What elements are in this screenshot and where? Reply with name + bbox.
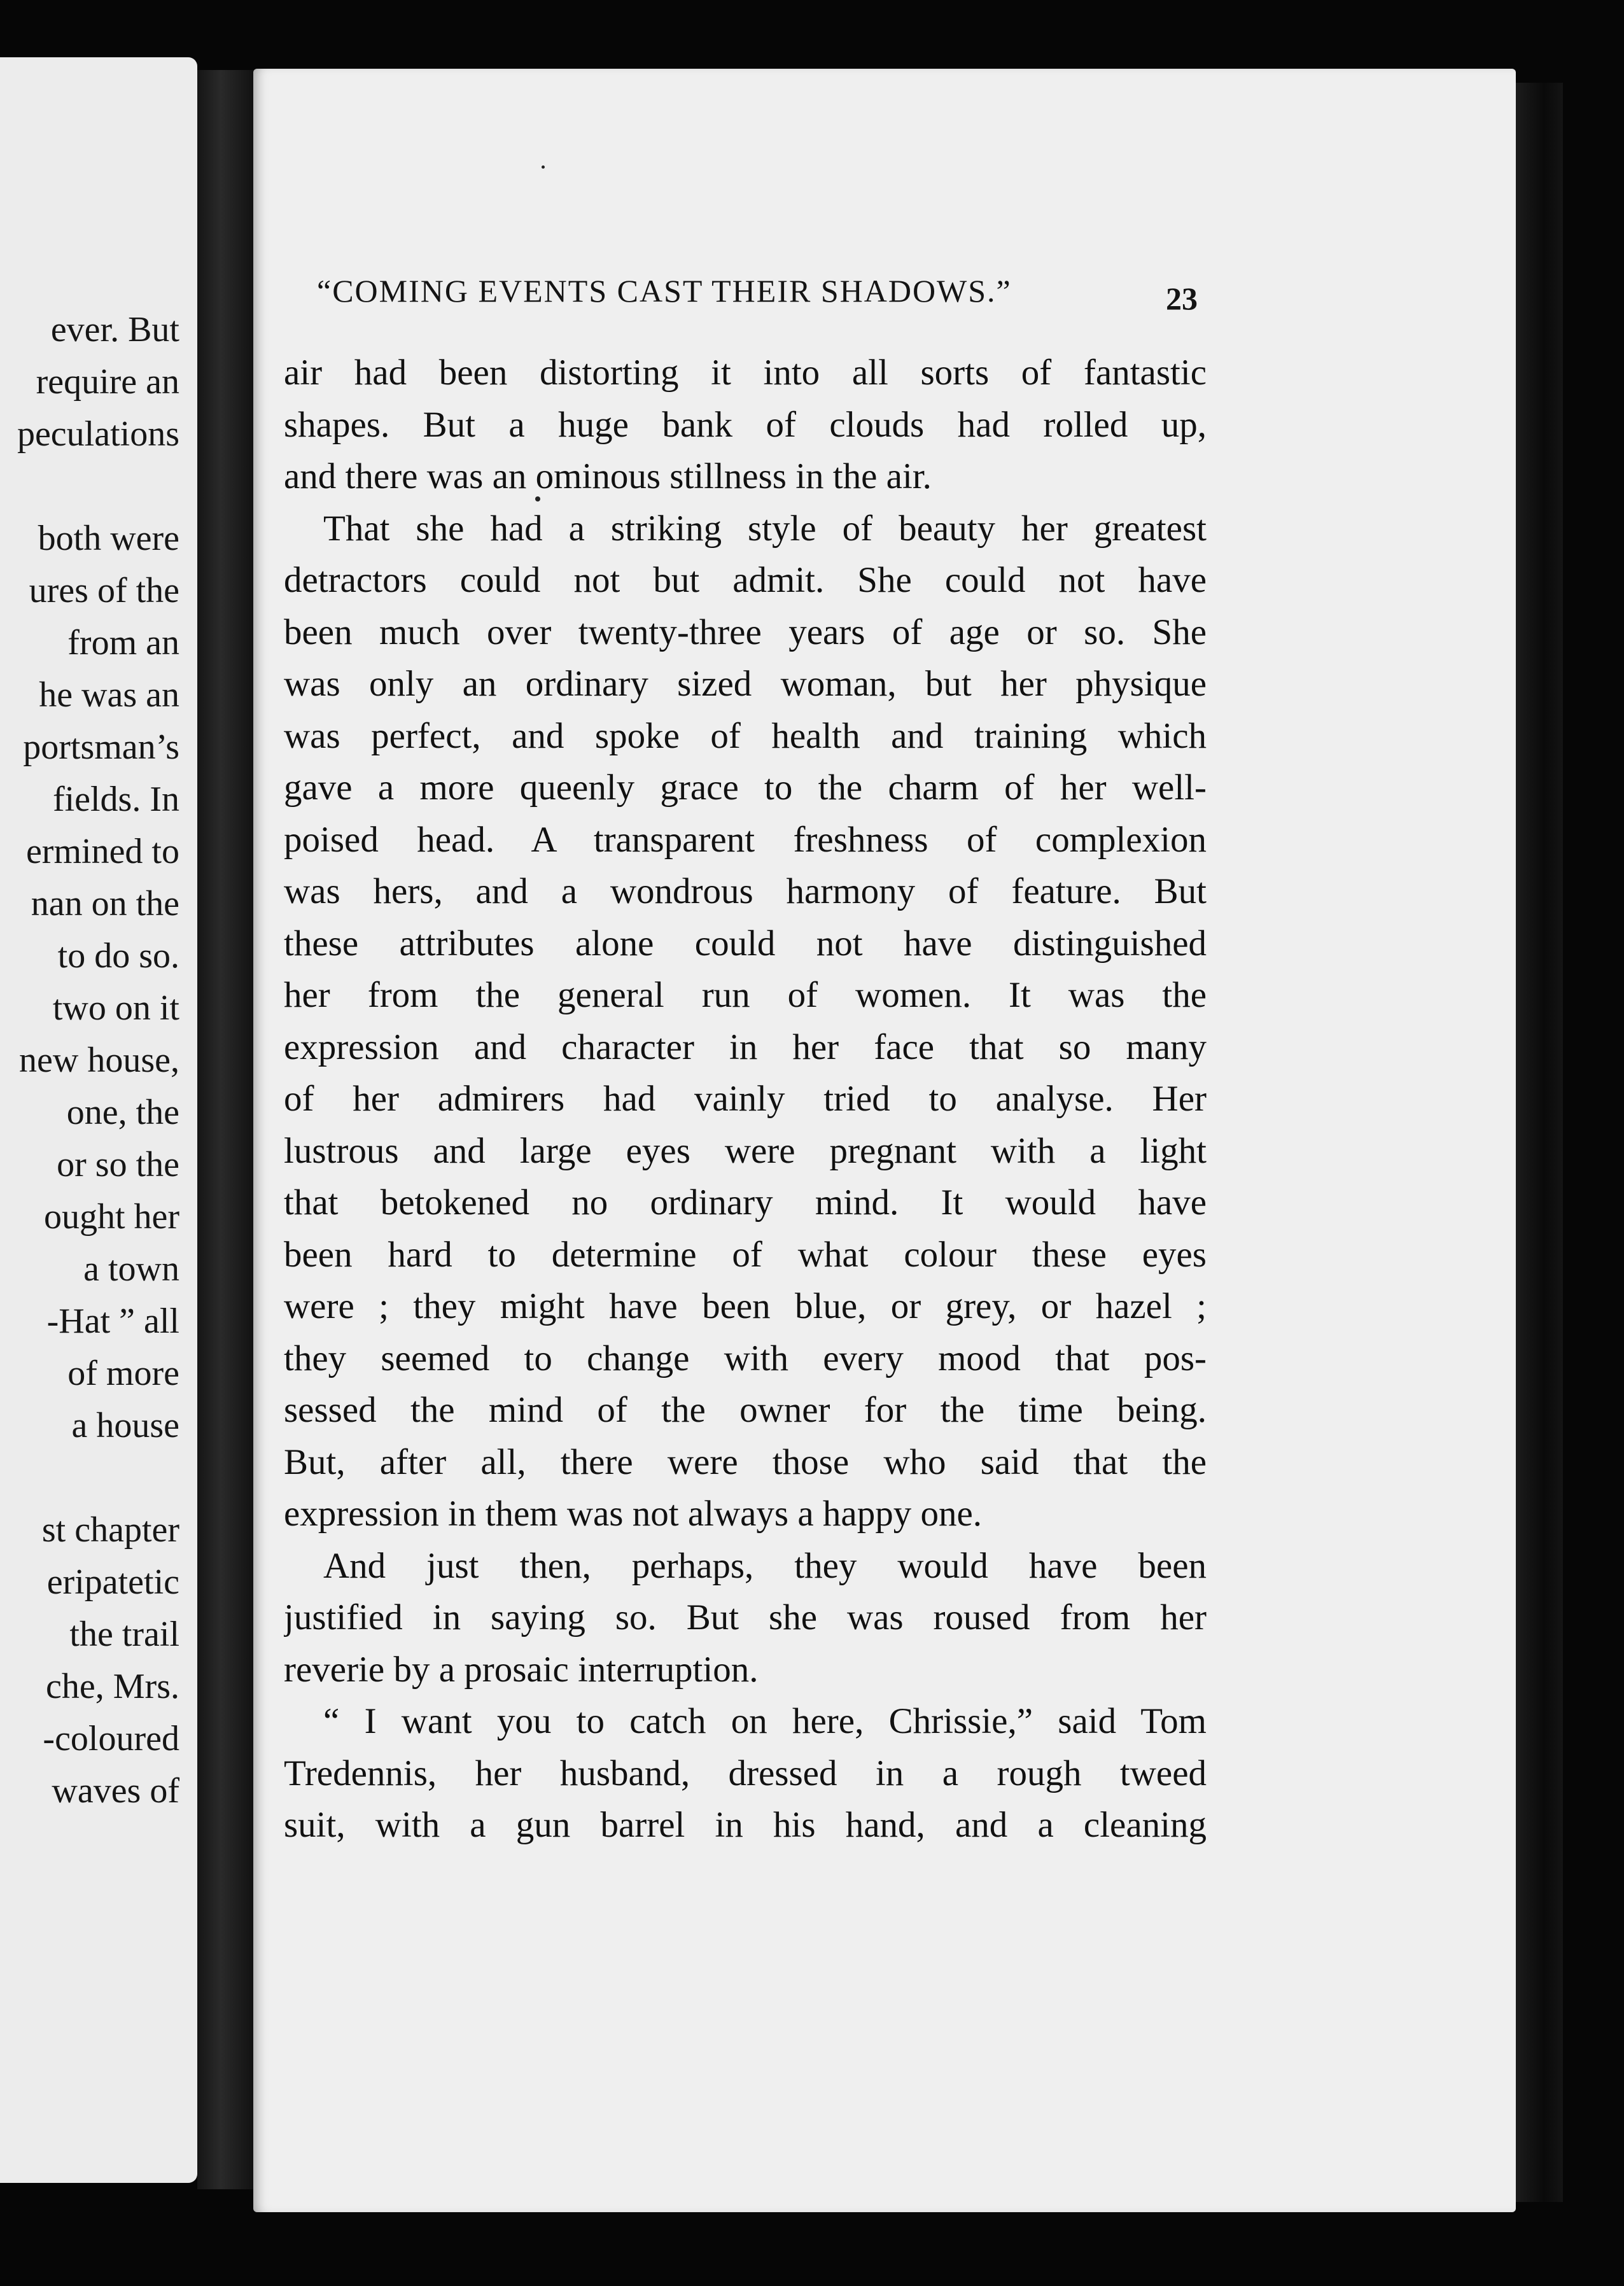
text-line: were ; they might have been blue, or grey, or hazel ;	[284, 1286, 1207, 1326]
text-line: was perfect, and spoke of health and training which	[284, 715, 1207, 756]
text-line: gave a more queenly grace to the charm of her well-	[284, 768, 1207, 808]
text-line: been hard to determine of what colour these eyes	[284, 1234, 1207, 1275]
previous-page-line: eripatetic	[46, 1562, 179, 1602]
previous-page-line: a house	[71, 1406, 179, 1445]
previous-page-line: new house,	[19, 1041, 179, 1080]
previous-page-line: he was an	[39, 675, 179, 715]
text-line: poised head. A transparent freshness of complexion	[284, 819, 1207, 860]
text-line: of her admirers had vainly tried to analyse. Her	[284, 1079, 1207, 1119]
text-line: expression and character in her face that so many	[284, 1027, 1207, 1067]
text-line: air had been distorting it into all sorts of fantastic	[284, 353, 1207, 393]
previous-page-line: two on it	[52, 988, 179, 1028]
previous-page-line: fields. In	[52, 780, 179, 819]
text-line: reverie by a prosaic interruption.	[284, 1649, 759, 1690]
scan-speck	[535, 496, 540, 501]
previous-page-line: -Hat ” all	[46, 1301, 179, 1341]
previous-page-line: of more	[67, 1354, 179, 1393]
text-line: lustrous and large eyes were pregnant with a light	[284, 1130, 1207, 1171]
text-line: But, after all, there were those who said that the	[284, 1441, 1207, 1482]
page-edge-shadow	[1516, 83, 1563, 2202]
book-gutter	[197, 70, 256, 2189]
text-line: And just then, perhaps, they would have been	[323, 1545, 1207, 1586]
text-line: “ I want you to catch on here, Chrissie,” said Tom	[323, 1701, 1207, 1741]
previous-page-line: che, Mrs.	[46, 1667, 179, 1706]
previous-page-line: one, the	[66, 1093, 179, 1132]
text-line: sessed the mind of the owner for the time being.	[284, 1390, 1207, 1430]
text-line: that betokened no ordinary mind. It would have	[284, 1182, 1207, 1223]
text-line: expression in them was not always a happy one.	[284, 1494, 982, 1534]
previous-page-line: peculations	[17, 414, 179, 454]
text-line: her from the general run of women. It was the	[284, 975, 1207, 1015]
text-line: detractors could not but admit. She could not have	[284, 560, 1207, 600]
previous-page-line: st chapter	[41, 1510, 179, 1550]
text-line: was hers, and a wondrous harmony of feature. But	[284, 871, 1207, 911]
text-line: shapes. But a huge bank of clouds had rolled up,	[284, 404, 1207, 445]
text-line: they seemed to change with every mood that pos-	[284, 1338, 1207, 1378]
page-body-text	[284, 347, 1207, 1851]
previous-page-line: portsman’s	[23, 727, 179, 767]
previous-page-line: both were	[38, 519, 179, 558]
previous-page-fragment	[0, 57, 197, 2183]
text-line: justified in saying so. But she was roused from her	[284, 1597, 1207, 1637]
running-head-title: “COMING EVENTS CAST THEIR SHADOWS.”	[317, 273, 1012, 309]
text-line: was only an ordinary sized woman, but her physique	[284, 664, 1207, 704]
text-line: and there was an ominous stillness in the air.	[284, 456, 932, 496]
previous-page-line: ermined to	[25, 832, 179, 871]
previous-page-line: ought her	[43, 1197, 179, 1237]
previous-page-line: ever. But	[50, 310, 179, 349]
previous-page-line: waves of	[52, 1771, 179, 1811]
previous-page-line: or so the	[57, 1145, 179, 1184]
text-line: been much over twenty-three years of age or so. She	[284, 612, 1207, 652]
previous-page-line: require an	[36, 362, 179, 402]
previous-page-line: nan on the	[31, 884, 179, 923]
text-line: That she had a striking style of beauty her greatest	[323, 508, 1207, 549]
previous-page-line: from an	[67, 623, 179, 663]
previous-page-line: the trail	[69, 1615, 179, 1654]
previous-page-line: -coloured	[43, 1719, 179, 1758]
previous-page-line: ures of the	[29, 571, 179, 610]
text-line: these attributes alone could not have distinguished	[284, 923, 1207, 964]
page-number: 23	[1166, 281, 1198, 316]
text-line: Tredennis, her husband, dressed in a rough tweed	[284, 1753, 1207, 1793]
text-line: suit, with a gun barrel in his hand, and a cleaning	[284, 1805, 1207, 1845]
previous-page-line: to do so.	[57, 936, 179, 976]
scan-speck	[542, 165, 545, 169]
previous-page-line: a town	[83, 1249, 179, 1289]
